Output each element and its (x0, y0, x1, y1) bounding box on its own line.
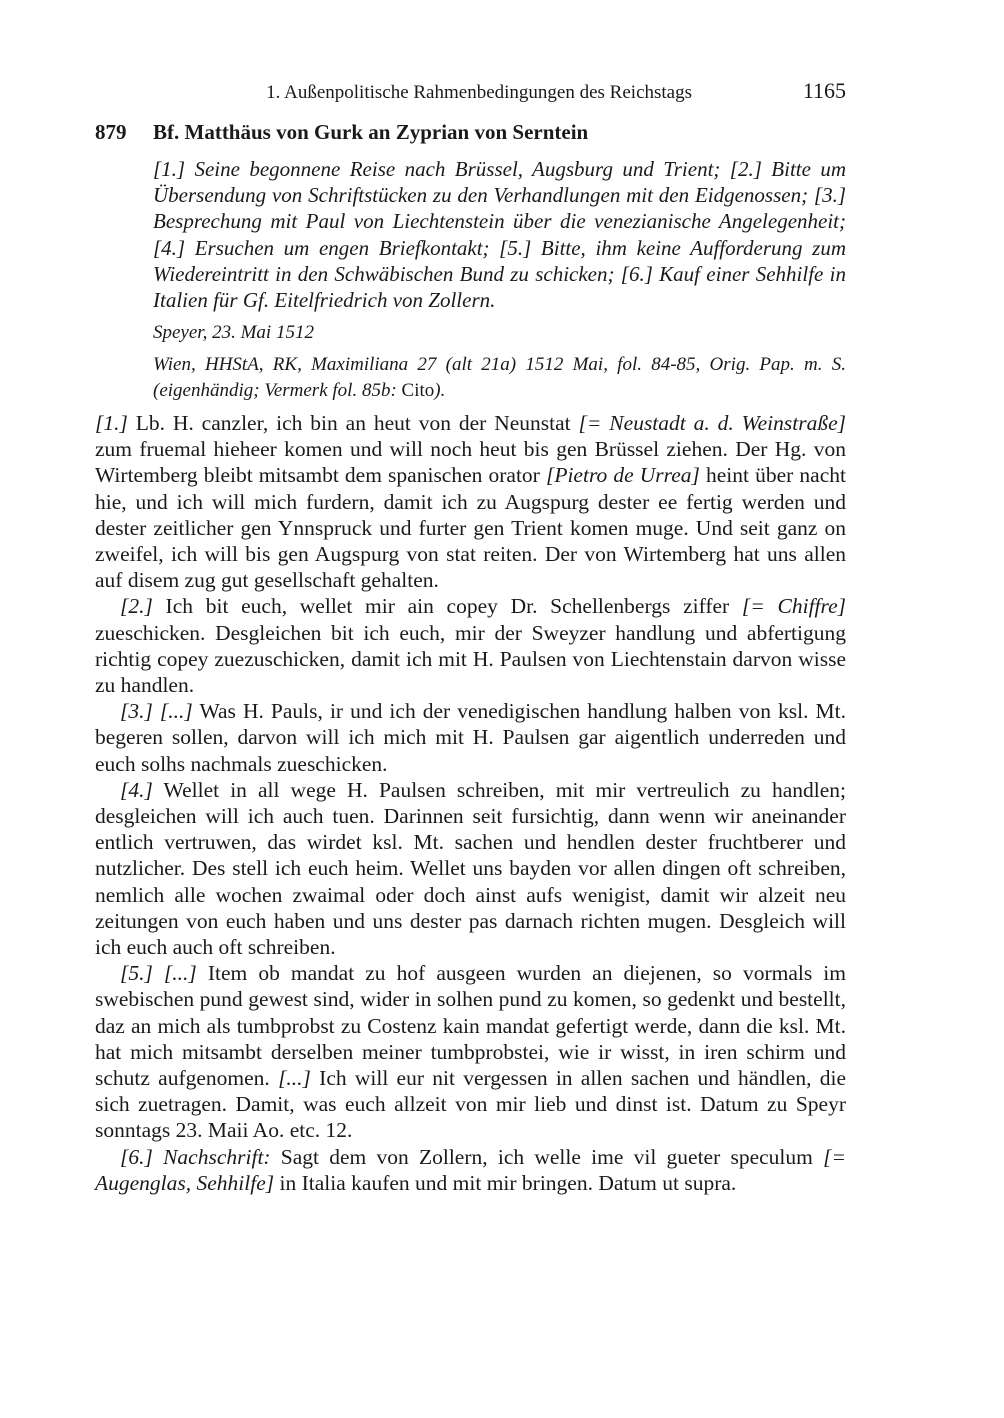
paragraph-text: Ich will eur nit vergessen in allen sachen und händlen, die sich zuetragen. Damit, was euch allzeit von mir lieb und dinst ist. Datum zu Speyr sonntags 23. Maii Ao. etc. 12. (95, 1066, 847, 1143)
paragraph-marker: [2.] (120, 594, 153, 619)
paragraph-text: zum fruemal hieheer komen und will noch heut bis gen Brüssel ziehen. Der Hg. von Wirtemberg bleibt mitsambt dem spanischen orator (95, 437, 846, 488)
source-text: Wien, HHStA, RK, Maximiliana 27 (alt 21a) 1512 Mai, fol. 84-85, Orig. Pap. m. S. (eigenhändig; Vermerk fol. 85b: (153, 354, 846, 401)
running-header (95, 78, 846, 108)
editorial-note: [= Augenglas, Sehhilfe] (95, 1144, 846, 1195)
paragraph-2 (95, 593, 846, 698)
paragraph-text: heint über nacht hie, und ich will mich furdern, damit ich zu Augspurg dester ee fertig werden und dester zeitlicher gen Ynnspruck und furter gen Trient komen muge. Und seit ganz on zweifel, ich will bis gen Augspurg von stat reiten. Der von Wirtemberg hat uns allen auf disem zug gut gesellschaft gehalten. (95, 463, 846, 593)
paragraph-text: Sagt dem von Zollern, ich welle ime vil gueter speculum (270, 1144, 824, 1169)
paragraph-text: Lb. H. canzler, ich bin an heut von der Neunstat (127, 411, 579, 435)
paragraph-text: Wellet in all wege H. Paulsen schreiben, mit mir vertreulich zu handlen; desgleichen will ich auch tuen. Darinnen seit fursichtig, dann wenn wir aneinander entlich vertruwen, das wirdet ksl. Mt. sachen und hendlen dester fruchtberer und nutzlicher. Des stell ich euch heim. Wellet uns bayden vor allen dingen oft schreiben, nemlich alle wochen zwaimal oder doch ainst aufs wenigist, damit wir alzeit neu zeitungen von euch haben und uns dester pas darnach richten mugen. Desgleich will ich euch auch oft schreiben. (95, 777, 846, 960)
paragraph-5 (95, 960, 846, 1143)
editorial-note: [= Chiffre] (741, 594, 846, 619)
paragraph-text: zueschicken. Desgleichen bit ich euch, mir der Sweyzer handlung und abfertigung richtig copey zuezuschicken, damit ich mit H. Paulsen von Liechtenstain darvon wisse zu handlen. (95, 620, 846, 698)
paragraph-4 (95, 777, 846, 960)
paragraph-marker: [4.] (120, 777, 153, 802)
paragraph-marker: [5.] [...] (120, 961, 197, 986)
source-note (153, 352, 846, 403)
editorial-note: [= Neustadt a. d. Weinstraße] (578, 411, 846, 435)
paragraph-text: in Italia kaufen und mit mir bringen. Datum ut supra. (274, 1170, 737, 1195)
letter-body (95, 410, 846, 1196)
document-title: Bf. Matthäus von Gurk an Zyprian von Serntein (153, 120, 589, 144)
paragraph-marker: [3.] [...] (120, 699, 193, 724)
page-number: 1165 (802, 78, 846, 103)
section-title: 1. Außenpolitische Rahmenbedingungen des Reichstags (266, 82, 692, 103)
paragraph-3 (95, 698, 846, 777)
paragraph-text: Item ob mandat zu hof ausgeen wurden an diejenen, so vormals im swebischen pund gewest sind, wider in solhen pund zu komen, so gedenkt und bestellt, daz an mich als tumbprobst zu Costenz kain mandat gefertigt werde, dann die ksl. Mt. hat mich mitsambt derselben meiner tumbprobstei, wie ir wisst, in iren schirm und schutz aufgenomen. (95, 961, 847, 1091)
paragraph-marker: [1.] (95, 411, 128, 435)
regest: [1.] Seine begonnene Reise nach Brüssel, Augsburg und Trient; [2.] Bitte um Übersendung von Schriftstücken zu den Verhandlungen mit den Eidgenossen; [3.] Besprechung mit Paul von Liechtenstein über die venezianische Angelegenheit; [4.] Ersuchen um engen Briefkontakt; [5.] Bitte, ihm keine Aufforderung zum Wiedereintritt in den Schwäbischen Bund zu schicken; [6.] Kauf einer Sehhilfe in Italien für Gf. Eitelfriedrich von Zollern. (153, 157, 846, 313)
dateline: Speyer, 23. Mai 1512 (153, 322, 314, 343)
paragraph-text: Ich bit euch, wellet mir ain copey Dr. Schellenbergs ziffer (152, 594, 742, 619)
document-heading (95, 120, 846, 145)
document-number: 879 (95, 120, 127, 144)
source-end: ). (434, 379, 446, 401)
paragraph-1 (95, 410, 846, 593)
source-remark: Cito (401, 379, 435, 401)
paragraph-text: Was H. Pauls, ir und ich der venedigischen handlung halben von ksl. Mt. begeren sollen, darvon will ich mich mit H. Paulsen gar aigentlich underreden und euch solhs nachmals zueschicken. (95, 699, 846, 776)
paragraph-marker: [6.] Nachschrift: (120, 1144, 271, 1169)
editorial-note: [...] (278, 1066, 311, 1091)
paragraph-6 (95, 1144, 846, 1196)
editorial-note: [Pietro de Urrea] (545, 463, 700, 488)
